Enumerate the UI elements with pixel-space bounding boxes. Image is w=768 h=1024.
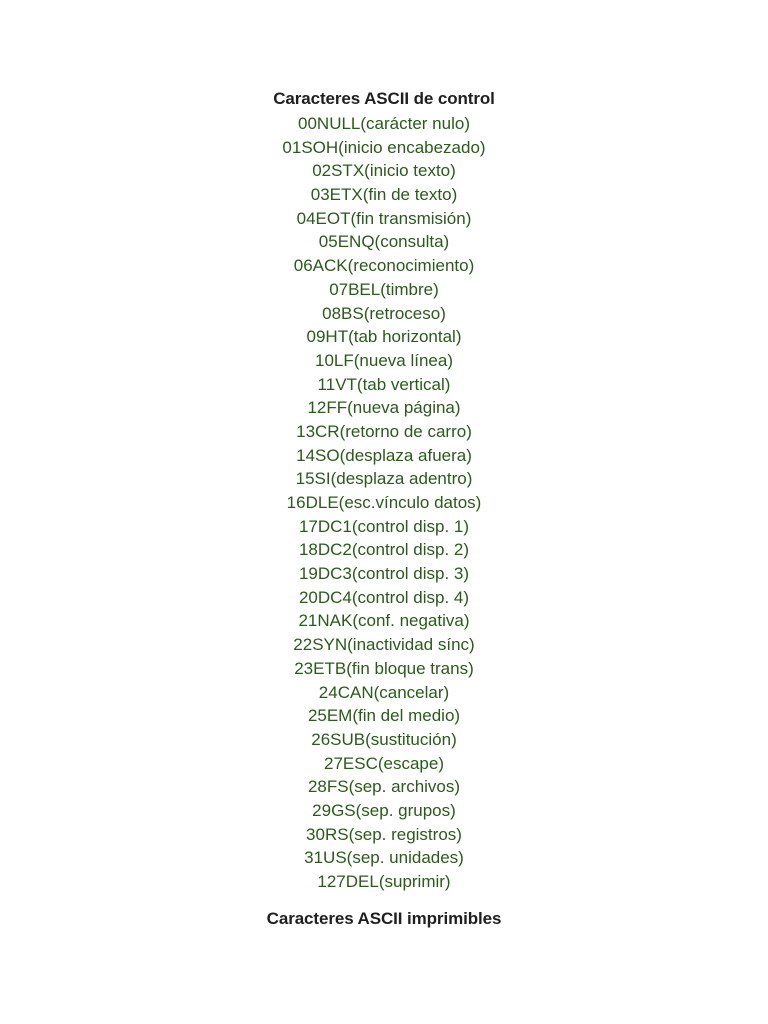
control-character-entry: 04EOT(fin transmisión) [296,208,472,228]
control-character-entry: 21NAK(conf. negativa) [298,611,470,631]
control-character-entry: 00NULL(carácter nulo) [298,114,470,133]
control-character-entry: 07BEL(timbre) [329,279,439,299]
control-character-entry: 25EM(fin del medio) [307,706,461,726]
control-character-entry: 01SOH(inicio encabezado) [282,137,486,157]
control-character-entry: 13CR(retorno de carro) [296,421,472,441]
control-character-entry: 12FF(nueva página) [307,398,461,418]
control-character-entry: 28FS(sep. archivos) [307,777,461,797]
control-character-entry: 17DC1(control disp. 1) [298,516,470,536]
control-characters-list [0,112,768,894]
control-character-entry: 10LF(nueva línea) [315,350,453,370]
control-character-entry: 18DC2(control disp. 2) [298,540,470,560]
control-character-entry: 19DC3(control disp. 3) [298,564,470,584]
control-character-entry: 08BS(retroceso) [322,303,446,323]
control-character-entry: 23ETB(fin bloque trans) [294,658,474,678]
control-character-entry: 06ACK(reconocimiento) [293,256,475,276]
control-character-entry: 22SYN(inactividad sínc) [293,635,475,655]
control-character-entry: 15SI(desplaza adentro) [295,469,473,489]
control-character-entry: 27ESC(escape) [323,753,444,773]
printable-characters-heading: Caracteres ASCII imprimibles [266,909,502,928]
control-character-entry: 09HT(tab horizontal) [306,327,462,347]
control-character-entry: 127DEL(suprimir) [317,872,451,891]
control-characters-heading: Caracteres ASCII de control [273,89,495,108]
control-character-entry: 29GS(sep. grupos) [312,800,456,820]
control-character-entry: 03ETX(fin de texto) [310,185,458,205]
control-character-entry: 24CAN(cancelar) [318,682,450,702]
control-character-entry: 31US(sep. unidades) [304,848,464,868]
control-character-entry: 20DC4(control disp. 4) [298,587,470,607]
control-character-entry: 02STX(inicio texto) [312,161,456,181]
control-character-entry: 16DLE(esc.vínculo datos) [286,493,482,512]
control-character-entry: 14SO(desplaza afuera) [296,445,472,465]
control-character-entry: 26SUB(sustitución) [311,729,457,749]
control-character-entry: 05ENQ(consulta) [318,232,450,252]
control-character-entry: 11VT(tab vertical) [317,374,451,394]
control-character-entry: 30RS(sep. registros) [306,824,462,844]
